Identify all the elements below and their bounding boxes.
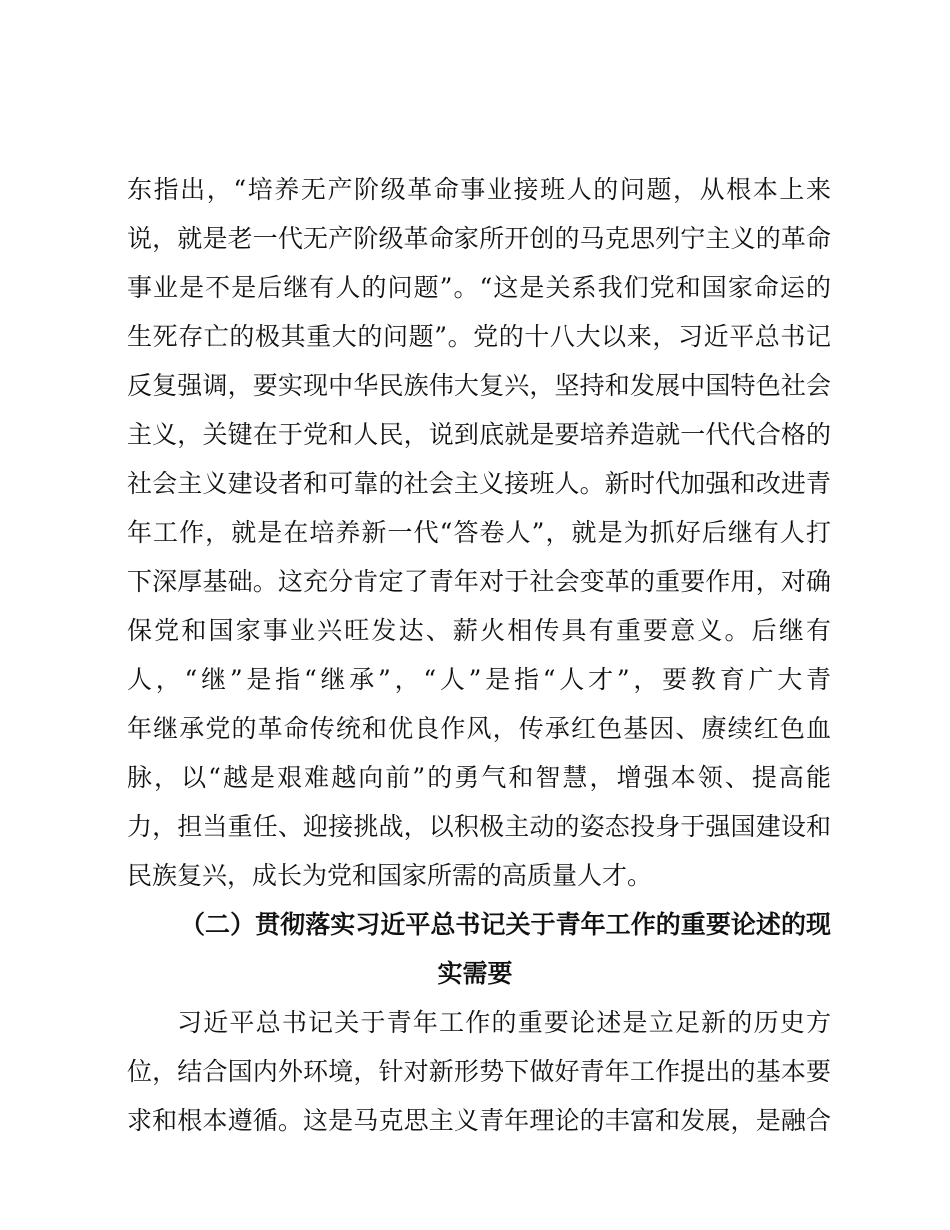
paragraph-2-line-2: 位，结合国内外环境，针对新形势下做好青年工作提出的基本要 — [127, 1057, 831, 1086]
paragraph-1-line-14: 力，担当重任、迎接挑战，以积极主动的姿态投身于强国建设和 — [127, 812, 831, 841]
section-heading-line-1: （二）贯彻落实习近平总书记关于青年工作的重要论述的现 — [180, 910, 831, 939]
paragraph-2-line-1: 习近平总书记关于青年工作的重要论述是立足新的历史方 — [177, 1008, 831, 1037]
paragraph-1-line-12: 年继承党的革命传统和优良作风，传承红色基因、赓续红色血 — [127, 714, 831, 743]
paragraph-2-line-3: 求和根本遵循。这是马克思主义青年理论的丰富和发展，是融合 — [127, 1106, 831, 1135]
paragraph-1-line-10: 保党和国家事业兴旺发达、薪火相传具有重要意义。后继有 — [127, 616, 831, 645]
paragraph-1-line-9: 下深厚基础。这充分肯定了青年对于社会变革的重要作用，对确 — [127, 567, 831, 596]
paragraph-1-line-4: 生死存亡的极其重大的问题”。党的十八大以来，习近平总书记 — [127, 322, 831, 351]
paragraph-1-line-2: 说，就是老一代无产阶级革命家所开创的马克思列宁主义的革命 — [127, 224, 831, 253]
paragraph-1-line-11: 人，“继”是指“继承”，“人”是指“人才”，要教育广大青 — [127, 665, 831, 694]
paragraph-1-line-15: 民族复兴，成长为党和国家所需的高质量人才。 — [127, 861, 653, 890]
paragraph-1-line-6: 主义，关键在于党和人民，说到底就是要培养造就一代代合格的 — [127, 420, 831, 449]
section-heading-line-2: 实需要 — [437, 959, 513, 988]
paragraph-1-line-5: 反复强调，要实现中华民族伟大复兴，坚持和发展中国特色社会 — [127, 371, 831, 400]
paragraph-1-line-3: 事业是不是后继有人的问题”。“这是关系我们党和国家命运的 — [127, 273, 831, 302]
paragraph-1-line-7: 社会主义建设者和可靠的社会主义接班人。新时代加强和改进青 — [127, 469, 831, 498]
paragraph-1-line-13: 脉，以“越是艰难越向前”的勇气和智慧，增强本领、提高能 — [127, 763, 831, 792]
paragraph-1-line-8: 年工作，就是在培养新一代“答卷人”，就是为抓好后继有人打 — [127, 518, 831, 547]
paragraph-1-line-1: 东指出，“培养无产阶级革命事业接班人的问题，从根本上来 — [127, 175, 831, 204]
